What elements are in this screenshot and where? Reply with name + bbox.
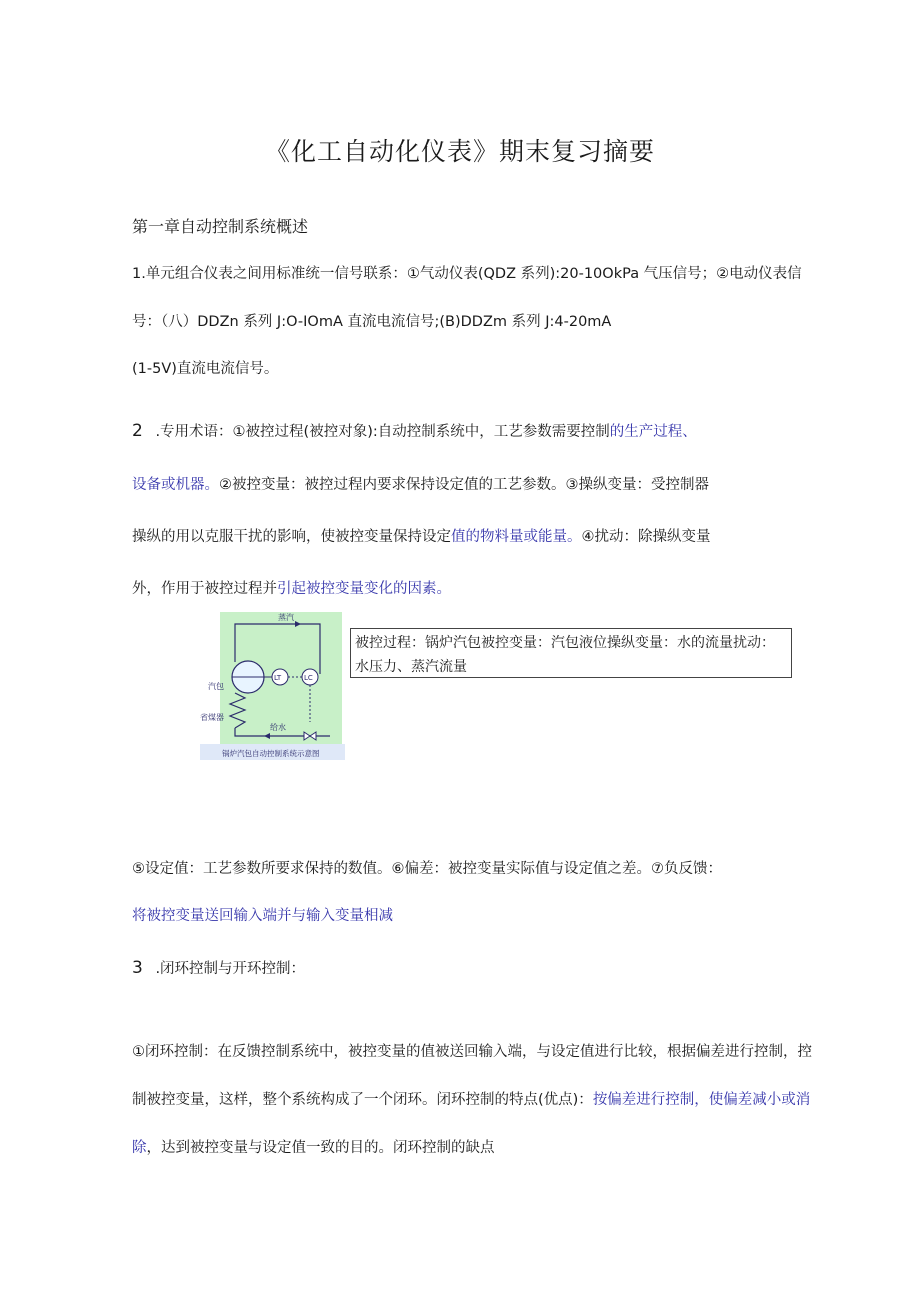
s2-line4-highlight: 引起被控变量变化的因素。 xyxy=(277,581,451,597)
s2b-line1: ⑤设定值：工艺参数所要求保持的数值。⑥偏差：被控变量实际值与设定值之差。⑦负反馈： xyxy=(132,861,722,877)
boiler-diagram xyxy=(200,612,345,760)
s3-heading: .闭环控制与开环控制： xyxy=(155,961,306,977)
s3-line2-highlight: 按偏差进行控制，使偏差减小或消 xyxy=(592,1092,811,1108)
s2-line3-text: 操纵的用以克服干扰的影响，使被控变量保持设定 xyxy=(132,529,451,545)
s2-line2-highlight: 设备或机器。 xyxy=(132,477,219,493)
s3-number: 3 xyxy=(132,958,143,978)
s2-number: 2 xyxy=(132,421,143,441)
chapter-heading: 第一章自动控制系统概述 xyxy=(132,217,309,236)
s2-line2-text: ②被控变量：被控过程内要求保持设定值的工艺参数。③操纵变量：受控制器 xyxy=(219,477,709,493)
s2-line3-tail: ④扰动：除操纵变量 xyxy=(581,529,711,545)
s2-line3-highlight: 值的物料量或能量。 xyxy=(451,529,582,545)
s1-line1: 1.单元组合仪表之间用标准统一信号联系：①气动仪表(QDZ 系列):20-10OkPa 气压信号；②电动仪表信 xyxy=(132,266,802,282)
s3-line3-text: ，达到被控变量与设定值一致的目的。闭环控制的缺点 xyxy=(146,1140,495,1156)
page-title: 《化工自动化仪表》期末复习摘要 xyxy=(264,137,655,166)
drum-label: 汽包 xyxy=(208,682,224,691)
feedwater-label: 给水 xyxy=(270,723,286,732)
s2-line1-text: .专用术语：①被控过程(被控对象):自动控制系统中，工艺参数需要控制 xyxy=(155,424,610,440)
s3-line3-highlight: 除 xyxy=(132,1140,147,1156)
boiler-diagram-svg xyxy=(200,612,345,760)
s3-line2-text: 制被控变量，这样，整个系统构成了一个闭环。闭环控制的特点(优点)： xyxy=(132,1092,593,1108)
s2b-line2: 将被控变量送回输入端并与输入变量相减 xyxy=(132,908,393,924)
lc-label: LC xyxy=(304,674,313,682)
steam-label: 蒸汽 xyxy=(278,613,294,622)
s1-line3: (1-5V)直流电流信号。 xyxy=(132,361,279,377)
economizer-label: 省煤器 xyxy=(200,713,224,722)
diagram-caption: 锅炉汽包自动控制系统示意图 xyxy=(222,749,320,758)
lt-label: LT xyxy=(274,674,282,682)
s3-line1: ①闭环控制：在反馈控制系统中，被控变量的值被送回输入端，与设定值进行比较，根据偏差进行控制，控 xyxy=(132,1044,812,1060)
s1-line2: 号：（八）DDZn 系列 J:O-IOmA 直流电流信号;(B)DDZm 系列 J:4-20mA xyxy=(132,314,612,330)
s2-line4-text: 外，作用于被控过程并 xyxy=(132,581,277,597)
s2-line1-highlight: 的生产过程、 xyxy=(609,424,697,440)
diagram-description-box: 被控过程：锅炉汽包被控变量：汽包液位操纵变量：水的流量扰动：水压力、蒸汽流量 xyxy=(350,628,792,678)
